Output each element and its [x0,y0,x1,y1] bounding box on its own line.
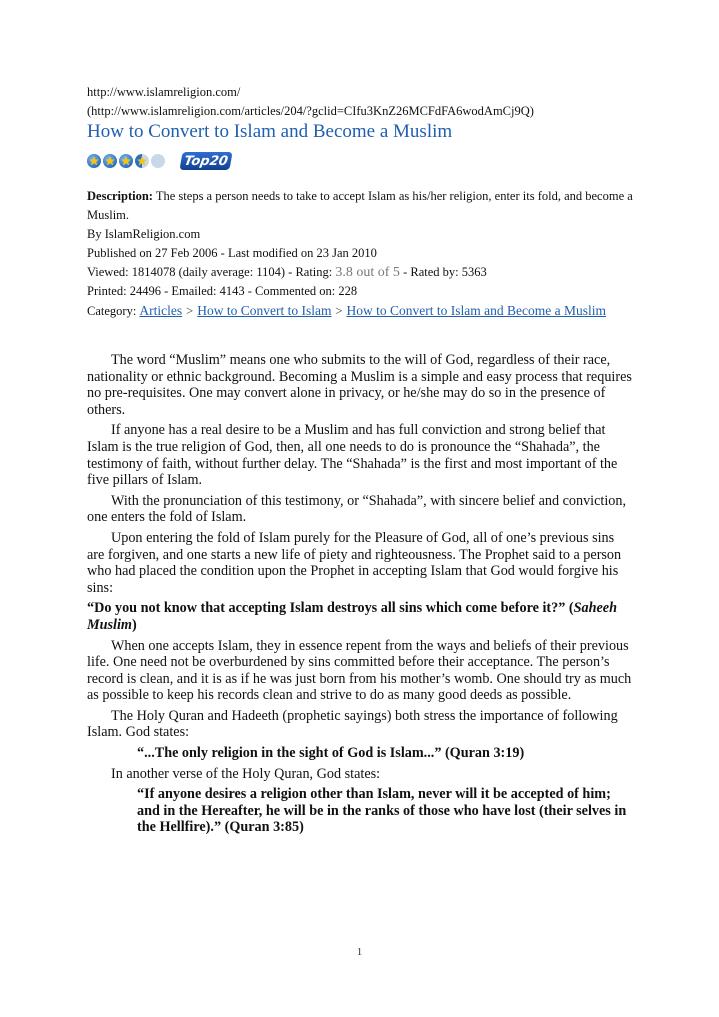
description-text: The steps a person needs to take to accept Islam as his/her religion, enter its fold, and become a Muslim. [87,189,633,222]
printed-line: Printed: 24496 - Emailed: 4143 - Commented on: 228 [87,284,358,298]
category-label: Category: [87,304,137,318]
article-body [87,352,632,840]
paragraph: The Holy Quran and Hadeeth (prophetic sayings) both stress the importance of following Islam. God states: [87,707,618,741]
viewed-text: Viewed: 1814078 (daily average: 1104) - Rating: [87,265,333,279]
quote-text: “Do you not know that accepting Islam destroys all sins which come before it?” ( [87,600,574,617]
description [87,187,647,225]
article-url[interactable]: (http://www.islamreligion.com/articles/204/?gclid=CIfu3KnZ26MCFdFA6wodAmCj9Q) [87,104,534,118]
rating-value: 3.8 out of 5 [335,265,400,280]
rating-row [87,150,231,172]
breadcrumb-separator: > [186,304,194,318]
paragraph: If anyone has a real desire to be a Muslim and has full conviction and strong belief that Islam is the true religion of God, then, all one needs to do is pronounce the “Shahada”, the testimony of faith, without further delay. The “Shahada” is the first and most important of the five pillars of Islam. [87,422,618,489]
article-meta [87,187,647,321]
author-line: By IslamReligion.com [87,227,201,241]
star-icon [103,154,117,168]
article-title: How to Convert to Islam and Become a Muslim [87,121,453,142]
breadcrumb-separator: > [335,304,343,318]
page-number: 1 [356,946,363,958]
category-link-convert[interactable]: How to Convert to Islam [197,303,332,318]
star-icon [119,154,133,168]
top20-badge: Top20 [179,152,232,170]
quote-source: Saheeh Muslim [87,600,617,633]
half-star-icon [135,154,149,168]
quran-quote: “If anyone desires a religion other than Islam, never will it be accepted of him; and in the Hereafter, he will be in the ranks of those who have lost (their selves in the Hellfire).” (Quran 3:85) [137,786,627,836]
paragraph: Upon entering the fold of Islam purely for the Pleasure of God, all of one’s previous sins are forgiven, and one starts a new life of piety and righteousness. The Prophet said to a person who had placed the condition upon the Prophet in accepting Islam that God would forgive his sins: [87,529,622,596]
paragraph: With the pronunciation of this testimony, or “Shahada”, with sincere belief and conviction, one enters the fold of Islam. [87,492,627,526]
star-icon [87,154,101,168]
site-url[interactable]: http://www.islamreligion.com/ [87,85,241,99]
stats-line [87,263,647,282]
published-line: Published on 27 Feb 2006 - Last modified on 23 Jan 2010 [87,246,377,260]
paragraph: The word “Muslim” means one who submits to the will of God, regardless of their race, nationality or ethnic background. Becoming a Muslim is a simple and easy process that requires no pre-requisites. One may convert alone in privacy, or he/she may do so in the presence of others. [87,352,632,418]
category-link-articles[interactable]: Articles [139,303,183,318]
rated-by: - Rated by: 5363 [403,265,487,279]
hadith-quote [87,600,632,633]
empty-star-icon [151,154,165,168]
category-line [87,301,647,321]
paragraph: In another verse of the Holy Quran, God states: [111,765,381,782]
quran-quote: “...The only religion in the sight of God is Islam...” (Quran 3:19) [137,745,525,762]
category-link-become-muslim[interactable]: How to Convert to Islam and Become a Muslim [346,303,607,318]
quote-close: ) [131,616,137,633]
description-label: Description: [87,189,153,203]
paragraph: When one accepts Islam, they in essence repent from the ways and beliefs of their previous life. One need not be overburdened by sins committed before their acceptance. The person’s record is clean, and it is as if he was just born from his mother’s womb. One should try as much as possible to keep his records clean and strive to do as many good deeds as possible. [87,637,632,704]
